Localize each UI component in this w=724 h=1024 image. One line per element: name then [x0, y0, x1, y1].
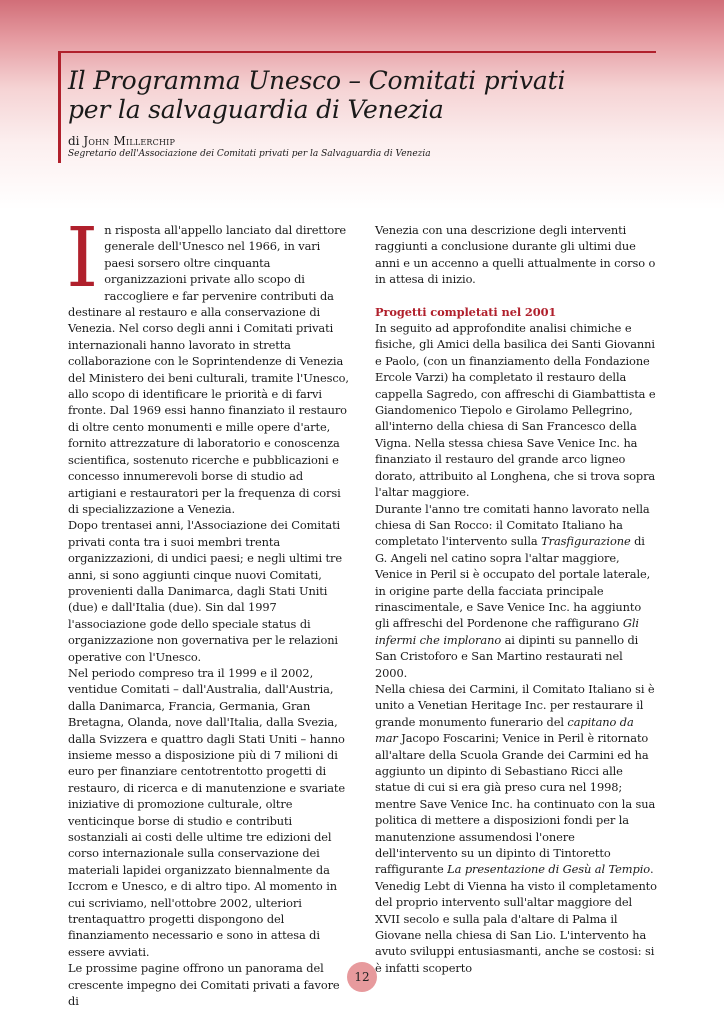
author-name: John Millerchip	[83, 134, 176, 148]
section-heading: Progetti completati nel 2001	[375, 304, 557, 319]
artwork-title: La presentazione di Gesù al Tempio	[447, 862, 650, 877]
right-column	[375, 222, 657, 976]
text-run: Durante l'anno tre comitati hanno lavorato nella chiesa di San Rocco: il Comitato Italiano ha completato l'intervento sulla	[375, 501, 650, 549]
article-title	[68, 66, 628, 124]
page-number-badge	[347, 962, 377, 992]
paragraph: Nel periodo compreso tra il 1999 e il 2002, ventidue Comitati – dall'Australia, dall'Austria, dalla Danimarca, Francia, Germania, Gran Bretagna, Olanda, nove dall'Italia, dalla Svezia, dalla Svizzera e quattro dagli Stati Uniti – hanno insieme messo a disposizione più di 7 milioni di euro per finanziare centotrentotto progetti di restauro, di ricerca e di manutenzione e svariate iniziative di promozione culturale, oltre venticinque borse di studio e contributi sostanziali ai costi delle ultime tre edizioni del corso internazionale sulla conservazione dei materiali lapidei organizzato biennalmente da Iccrom e Unesco, e di altro tipo. Al momento in cui scriviamo, nell'ottobre 2002, ulteriori trentaquattro progetti dispongono del finanziamento necessario e sono in attesa di essere avviati.	[68, 665, 346, 959]
italic-term: capitano da mar	[375, 714, 634, 746]
article-title-line-1: Il Programma Unesco – Comitati privati	[68, 66, 566, 95]
paragraph: n risposta all'appello lanciato dal direttore generale dell'Unesco nel 1966, in vari paesi sorsero oltre cinquanta organizzazioni private allo scopo di raccogliere e far pervenire contributi da destinare al restauro e alla conservazione di Venezia. Nel corso degli anni i Comitati privati internazionali hanno lavorato in stretta collaborazione con le Soprintendenze di Venezia del Ministero dei beni culturali, tramite l'Unesco, allo scopo di identificare le priorità e di farvi fronte. Dal 1969 essi hanno finanziato il restauro di oltre cento monumenti e mille opere d'arte, fornito attrezzature di laboratorio e conoscenza scientifica, sostenuto ricerche e pubblicazioni e concesso innumerevoli borse di studio ad artigiani e restauratori per la frequenza di corsi di specializzazione a Venezia.	[68, 223, 349, 516]
page-number: 12	[354, 970, 370, 984]
author-role: Segretario dell'Associazione dei Comitati privati per la Salvaguardia di Venezia	[68, 149, 431, 159]
paragraph: Venezia con una descrizione degli interventi raggiunti a conclusione durante gli ultimi due anni e un accenno a quelli attualmente in corso o in attesa di inizio.	[375, 223, 656, 287]
text-run: .	[650, 862, 654, 877]
artwork-title: Gli infermi che implorano	[375, 616, 639, 647]
paragraph	[375, 681, 657, 878]
paragraph: Dopo trentasei anni, l'Associazione dei Comitati privati conta tra i suoi membri trenta organizzazioni, di undici paesi; e negli ultimi tre anni, si sono aggiunti cinque nuovi Comitati, provenienti dalla Danimarca, dagli Stati Uniti (due) e dall'Italia (due). Sin dal 1997 l'associazione gode dello speciale status di organizzazione non governativa per le relazioni operative con l'Unesco.	[68, 518, 343, 664]
drop-cap: I	[66, 211, 99, 306]
byline	[68, 134, 175, 148]
text-run: Nella chiesa dei Carmini, il Comitato Italiano si è unito a Venetian Heritage Inc. per restaurare il grande monumento funerario del	[375, 681, 655, 729]
byline-prefix: di	[68, 134, 80, 148]
header-rule-top	[58, 51, 656, 53]
paragraph: Venedig Lebt di Vienna ha visto il completamento del proprio intervento sull'altar maggiore del XVII secolo e sulla pala d'altare di Palma il Giovane nella chiesa di San Lio. L'intervento ha avuto sviluppi entusiasmanti, anche se costosi: si è infatti scoperto	[375, 878, 657, 975]
text-run: Jacopo Foscarini; Venice in Peril è ritornato all'altare della Scuola Grande dei Carmini ed ha aggiunto un dipinto di Sebastiano Ricci alle statue di cui si era già preso cura nel 1998; mentre Save Venice Inc. ha continuato con la sua politica di mettere a disposizioni fondi per la manutenzione assumendosi l'onere dell'intervento su un dipinto di Tintoretto raffigurante	[375, 731, 656, 877]
paragraph: Le prossime pagine offrono un panorama del crescente impegno dei Comitati privati a favore di	[68, 961, 340, 1009]
header-rule-left	[58, 51, 61, 163]
left-column	[66, 211, 350, 1010]
text-run: di G. Angeli nel catino sopra l'altar maggiore, Venice in Peril si è occupato del portale laterale, in origine parte della facciata principale rinascimentale, e Save Venice Inc. ha aggiunto gli affreschi del Pordenone che raffigurano	[375, 534, 651, 631]
article-title-line-2: per la salvaguardia di Venezia	[68, 95, 444, 124]
spacer	[375, 288, 657, 304]
paragraph	[375, 501, 657, 681]
artwork-title: Trasfigurazione	[541, 534, 631, 549]
paragraph: In seguito ad approfondite analisi chimiche e fisiche, gli Amici della basilica dei Santi Giovanni e Paolo, (con un finanziamento della Fondazione Ercole Varzi) ha completato il restauro della cappella Sagredo, con affreschi di Giambattista e Giandomenico Tiepolo e Girolamo Pellegrino, all'interno della chiesa di San Francesco della Vigna. Nella stessa chiesa Save Venice Inc. ha finanziato il restauro del grande arco ligneo dorato, attribuito al Longhena, che si trova sopra l'altar maggiore.	[375, 321, 656, 500]
text-run: ai dipinti su pannello di San Cristoforo e San Martino restaurati nel 2000.	[375, 632, 639, 680]
